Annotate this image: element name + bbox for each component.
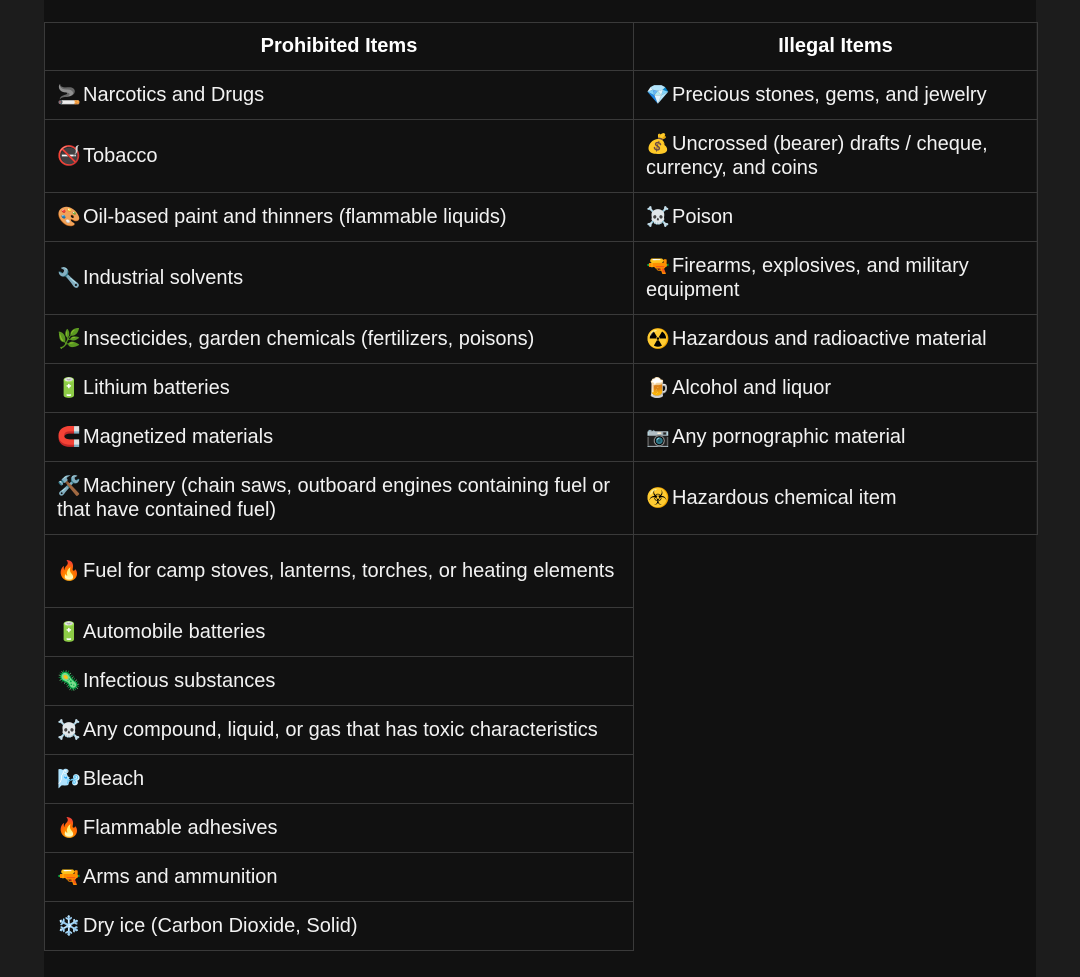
prohibited-item-label: Infectious substances — [83, 670, 276, 692]
prohibited-item-cell — [45, 120, 634, 193]
snowflake-icon: ❄️ — [57, 915, 81, 937]
prohibited-item-label: Flammable adhesives — [83, 817, 278, 839]
empty-cell — [634, 608, 1038, 657]
table-row — [45, 242, 1038, 315]
water-pistol-icon: 🔫 — [57, 866, 81, 888]
prohibited-item-cell — [45, 193, 634, 242]
table-header-row — [45, 23, 1038, 71]
illegal-item-label: Alcohol and liquor — [672, 377, 831, 399]
prohibited-item-cell — [45, 804, 634, 853]
table-row — [45, 71, 1038, 120]
prohibited-item-label: Industrial solvents — [83, 267, 244, 289]
header-illegal-items: Illegal Items — [634, 23, 1038, 71]
empty-cell — [634, 853, 1038, 902]
illegal-item-cell — [634, 71, 1038, 120]
prohibited-item-label: Any compound, liquid, or gas that has toxic characteristics — [83, 719, 598, 741]
prohibited-item-cell — [45, 242, 634, 315]
table-row — [45, 193, 1038, 242]
empty-cell — [634, 902, 1038, 951]
wrench-icon: 🔧 — [57, 267, 81, 289]
empty-cell — [634, 804, 1038, 853]
magnet-icon: 🧲 — [57, 426, 81, 448]
illegal-item-label: Hazardous chemical item — [672, 487, 897, 509]
biohazard-icon: ☣️ — [646, 487, 670, 509]
table-row — [45, 853, 1038, 902]
prohibited-item-label: Bleach — [83, 768, 145, 790]
no-smoking-icon: 🚭 — [57, 145, 81, 167]
illegal-item-cell — [634, 120, 1038, 193]
cigarette-icon: 🚬 — [57, 84, 81, 106]
table-row — [45, 364, 1038, 413]
prohibited-item-cell — [45, 71, 634, 120]
illegal-item-cell — [634, 364, 1038, 413]
fire-icon: 🔥 — [57, 560, 81, 582]
fire-icon: 🔥 — [57, 817, 81, 839]
prohibited-item-cell — [45, 706, 634, 755]
prohibited-item-cell — [45, 315, 634, 364]
prohibited-item-cell — [45, 535, 634, 608]
illegal-item-label: Precious stones, gems, and jewelry — [672, 84, 987, 106]
palette-icon: 🎨 — [57, 206, 81, 228]
table-row — [45, 657, 1038, 706]
illegal-item-label: Uncrossed (bearer) drafts / cheque, currency, and coins — [646, 133, 988, 179]
table-row — [45, 755, 1038, 804]
gem-icon: 💎 — [646, 84, 670, 106]
table-row — [45, 315, 1038, 364]
illegal-item-label: Firearms, explosives, and military equipment — [646, 255, 969, 301]
battery-icon: 🔋 — [57, 621, 81, 643]
prohibited-item-label: Oil-based paint and thinners (flammable liquids) — [83, 206, 507, 228]
table-row — [45, 804, 1038, 853]
skull-crossbones-icon: ☠️ — [57, 719, 81, 741]
radioactive-icon: ☢️ — [646, 328, 670, 350]
skull-crossbones-icon: ☠️ — [646, 206, 670, 228]
prohibited-item-label: Magnetized materials — [83, 426, 274, 448]
table-row — [45, 608, 1038, 657]
header-prohibited-items: Prohibited Items — [45, 23, 634, 71]
microbe-icon: 🦠 — [57, 670, 81, 692]
prohibited-item-label: Tobacco — [83, 145, 158, 167]
illegal-item-cell — [634, 462, 1038, 535]
empty-cell — [634, 535, 1038, 608]
prohibited-item-label: Lithium batteries — [83, 377, 230, 399]
water-pistol-icon: 🔫 — [646, 255, 670, 277]
empty-cell — [634, 657, 1038, 706]
money-bag-icon: 💰 — [646, 133, 670, 155]
empty-cell — [634, 755, 1038, 804]
illegal-item-cell — [634, 242, 1038, 315]
illegal-item-label: Poison — [672, 206, 734, 228]
items-table — [44, 22, 1038, 951]
table-row — [45, 535, 1038, 608]
prohibited-item-cell — [45, 364, 634, 413]
prohibited-item-label: Fuel for camp stoves, lanterns, torches, or heating elements — [83, 560, 615, 582]
prohibited-item-label: Arms and ammunition — [83, 866, 278, 888]
prohibited-item-label: Dry ice (Carbon Dioxide, Solid) — [83, 915, 358, 937]
table-row — [45, 462, 1038, 535]
illegal-item-label: Any pornographic material — [672, 426, 906, 448]
illegal-item-cell — [634, 193, 1038, 242]
wind-face-icon: 🌬️ — [57, 768, 81, 790]
prohibited-item-cell — [45, 413, 634, 462]
beer-mug-icon: 🍺 — [646, 377, 670, 399]
prohibited-item-label: Machinery (chain saws, outboard engines containing fuel or that have contained fuel) — [57, 475, 610, 521]
table-row — [45, 902, 1038, 951]
prohibited-item-label: Narcotics and Drugs — [83, 84, 265, 106]
battery-icon: 🔋 — [57, 377, 81, 399]
empty-cell — [634, 706, 1038, 755]
table-row — [45, 413, 1038, 462]
camera-icon: 📷 — [646, 426, 670, 448]
illegal-item-cell — [634, 413, 1038, 462]
table-row — [45, 706, 1038, 755]
illegal-item-cell — [634, 315, 1038, 364]
prohibited-item-cell — [45, 902, 634, 951]
table-row — [45, 120, 1038, 193]
prohibited-item-cell — [45, 853, 634, 902]
prohibited-item-cell — [45, 755, 634, 804]
prohibited-item-cell — [45, 657, 634, 706]
tools-icon: 🛠️ — [57, 475, 81, 497]
herb-icon: 🌿 — [57, 328, 81, 350]
illegal-item-label: Hazardous and radioactive material — [672, 328, 987, 350]
prohibited-item-cell — [45, 462, 634, 535]
prohibited-item-cell — [45, 608, 634, 657]
prohibited-item-label: Insecticides, garden chemicals (fertilizers, poisons) — [83, 328, 535, 350]
prohibited-item-label: Automobile batteries — [83, 621, 266, 643]
